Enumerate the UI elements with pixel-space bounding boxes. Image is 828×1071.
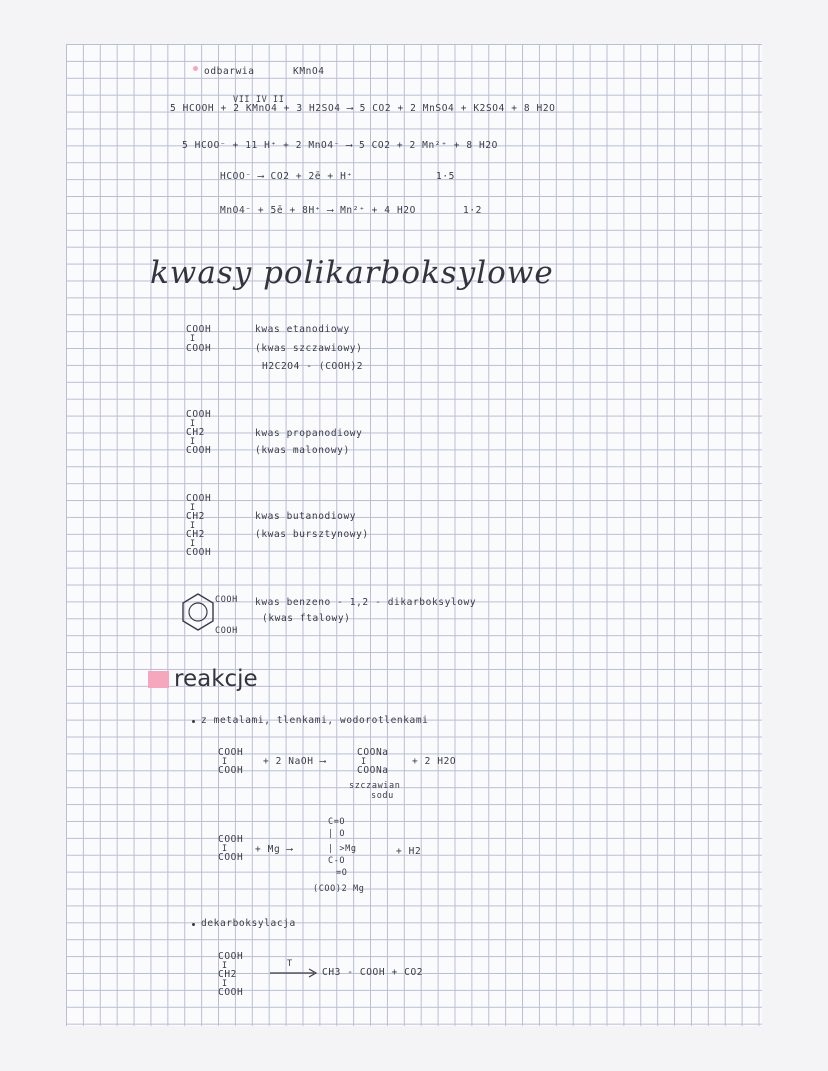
product-name: szczawian — [349, 781, 401, 791]
half-reaction-2: MnO4⁻ + 5ē + 8H⁺ ⟶ Mn²⁺ + 4 H2O — [220, 205, 416, 216]
formula-bond: I — [190, 503, 196, 513]
formula-line: C=O — [328, 817, 346, 827]
ox-states: VII IV II — [233, 95, 285, 105]
product-name: sodu — [371, 791, 394, 801]
formula-bond: I — [190, 521, 196, 531]
formula-line: COOH — [186, 324, 212, 335]
formula-bond: I — [190, 437, 196, 447]
formula-bond: I — [222, 757, 228, 767]
highlight-marker — [148, 671, 169, 688]
bullet-label: odbarwia — [204, 66, 255, 77]
pink-bullet-icon — [193, 66, 198, 71]
formula-bond: I — [190, 419, 196, 429]
reaction-reagent: + 2 NaOH ⟶ — [263, 756, 327, 767]
formula-line: COOH — [186, 409, 212, 420]
acid-common-name: (kwas ftalowy) — [262, 613, 351, 624]
formula-line: CH2 — [186, 427, 205, 438]
formula-line: C-O — [328, 856, 346, 866]
half-reaction-1-ratio: 1·5 — [436, 171, 455, 182]
reaction-byproduct: + H2 — [396, 846, 422, 857]
formula-line: COOH — [218, 765, 244, 776]
reaction-type-2: dekarboksylacja — [201, 918, 296, 929]
equation-1: 5 HCOOH + 2 KMnO4 + 3 H2SO4 ⟶ 5 CO2 + 2 MnSO4 + K2SO4 + 8 H2O — [170, 103, 556, 114]
formula-line: CH2 — [186, 529, 205, 540]
reagent-label: KMnO4 — [293, 66, 325, 77]
formula-line: =O — [336, 868, 348, 878]
formula-line: | >Mg — [328, 844, 357, 854]
formula-line: COOH — [218, 747, 244, 758]
formula-line: COOH — [218, 951, 244, 962]
arrow-icon — [270, 968, 320, 978]
acid-name: kwas benzeno - 1,2 - dikarboksylowy — [255, 597, 477, 608]
formula-bond: I — [190, 539, 196, 549]
reaction-type-1: z metalami, tlenkami, wodorotlenkami — [201, 715, 429, 726]
equation-2: 5 HCOO⁻ + 11 H⁺ + 2 MnO4⁻ ⟶ 5 CO2 + 2 Mn²⁺ + 8 H2O — [182, 140, 498, 151]
acid-name: kwas etanodiowy — [255, 324, 350, 335]
formula-bond: I — [222, 979, 228, 989]
reaction-condition: T — [287, 959, 293, 969]
formula-line: COOH — [218, 987, 244, 998]
reaction-reagent: + Mg ⟶ — [255, 844, 293, 855]
product-name: (COO)2 Mg — [313, 884, 365, 894]
benzene-ring-icon — [180, 592, 216, 632]
acid-common-name: (kwas szczawiowy) — [255, 343, 363, 354]
acid-name: kwas propanodiowy — [255, 428, 363, 439]
reactions-heading: reakcje — [174, 666, 258, 692]
ring-group: COOH — [215, 595, 238, 605]
acid-common-name: (kwas malonowy) — [255, 445, 350, 456]
formula-line: COOH — [218, 852, 244, 863]
section-title: kwasy polikarboksylowe — [150, 255, 554, 291]
formula-line: CH2 — [186, 511, 205, 522]
half-reaction-1: HCOO⁻ ⟶ CO2 + 2ē + H⁺ — [220, 171, 353, 182]
half-reaction-2-ratio: 1·2 — [463, 205, 482, 216]
ring-group: COOH — [215, 626, 238, 636]
acid-name: kwas butanodiowy — [255, 511, 357, 522]
formula-line: COOH — [218, 834, 244, 845]
formula-line: COOH — [186, 493, 212, 504]
formula-line: COOH — [186, 343, 212, 354]
formula-line: | O — [328, 829, 346, 839]
formula-line: CH2 — [218, 969, 237, 980]
formula-line: COOH — [186, 445, 212, 456]
reaction-byproduct: + 2 H2O — [412, 756, 457, 767]
bullet-icon — [192, 923, 195, 926]
formula-line: COONa — [357, 747, 389, 758]
formula-bond: I — [222, 844, 228, 854]
formula-bond: I — [361, 757, 367, 767]
formula-line: COOH — [186, 547, 212, 558]
formula-bond: I — [222, 961, 228, 971]
reaction-product: CH3 - COOH + CO2 — [322, 967, 424, 978]
acid-common-name: (kwas bursztynowy) — [255, 529, 369, 540]
acid-formula-alt: H2C2O4 - (COOH)2 — [262, 361, 364, 372]
grid-paper-page — [66, 44, 762, 1026]
formula-bond: I — [190, 334, 196, 344]
formula-line: COONa — [357, 765, 389, 776]
bullet-icon — [192, 720, 195, 723]
